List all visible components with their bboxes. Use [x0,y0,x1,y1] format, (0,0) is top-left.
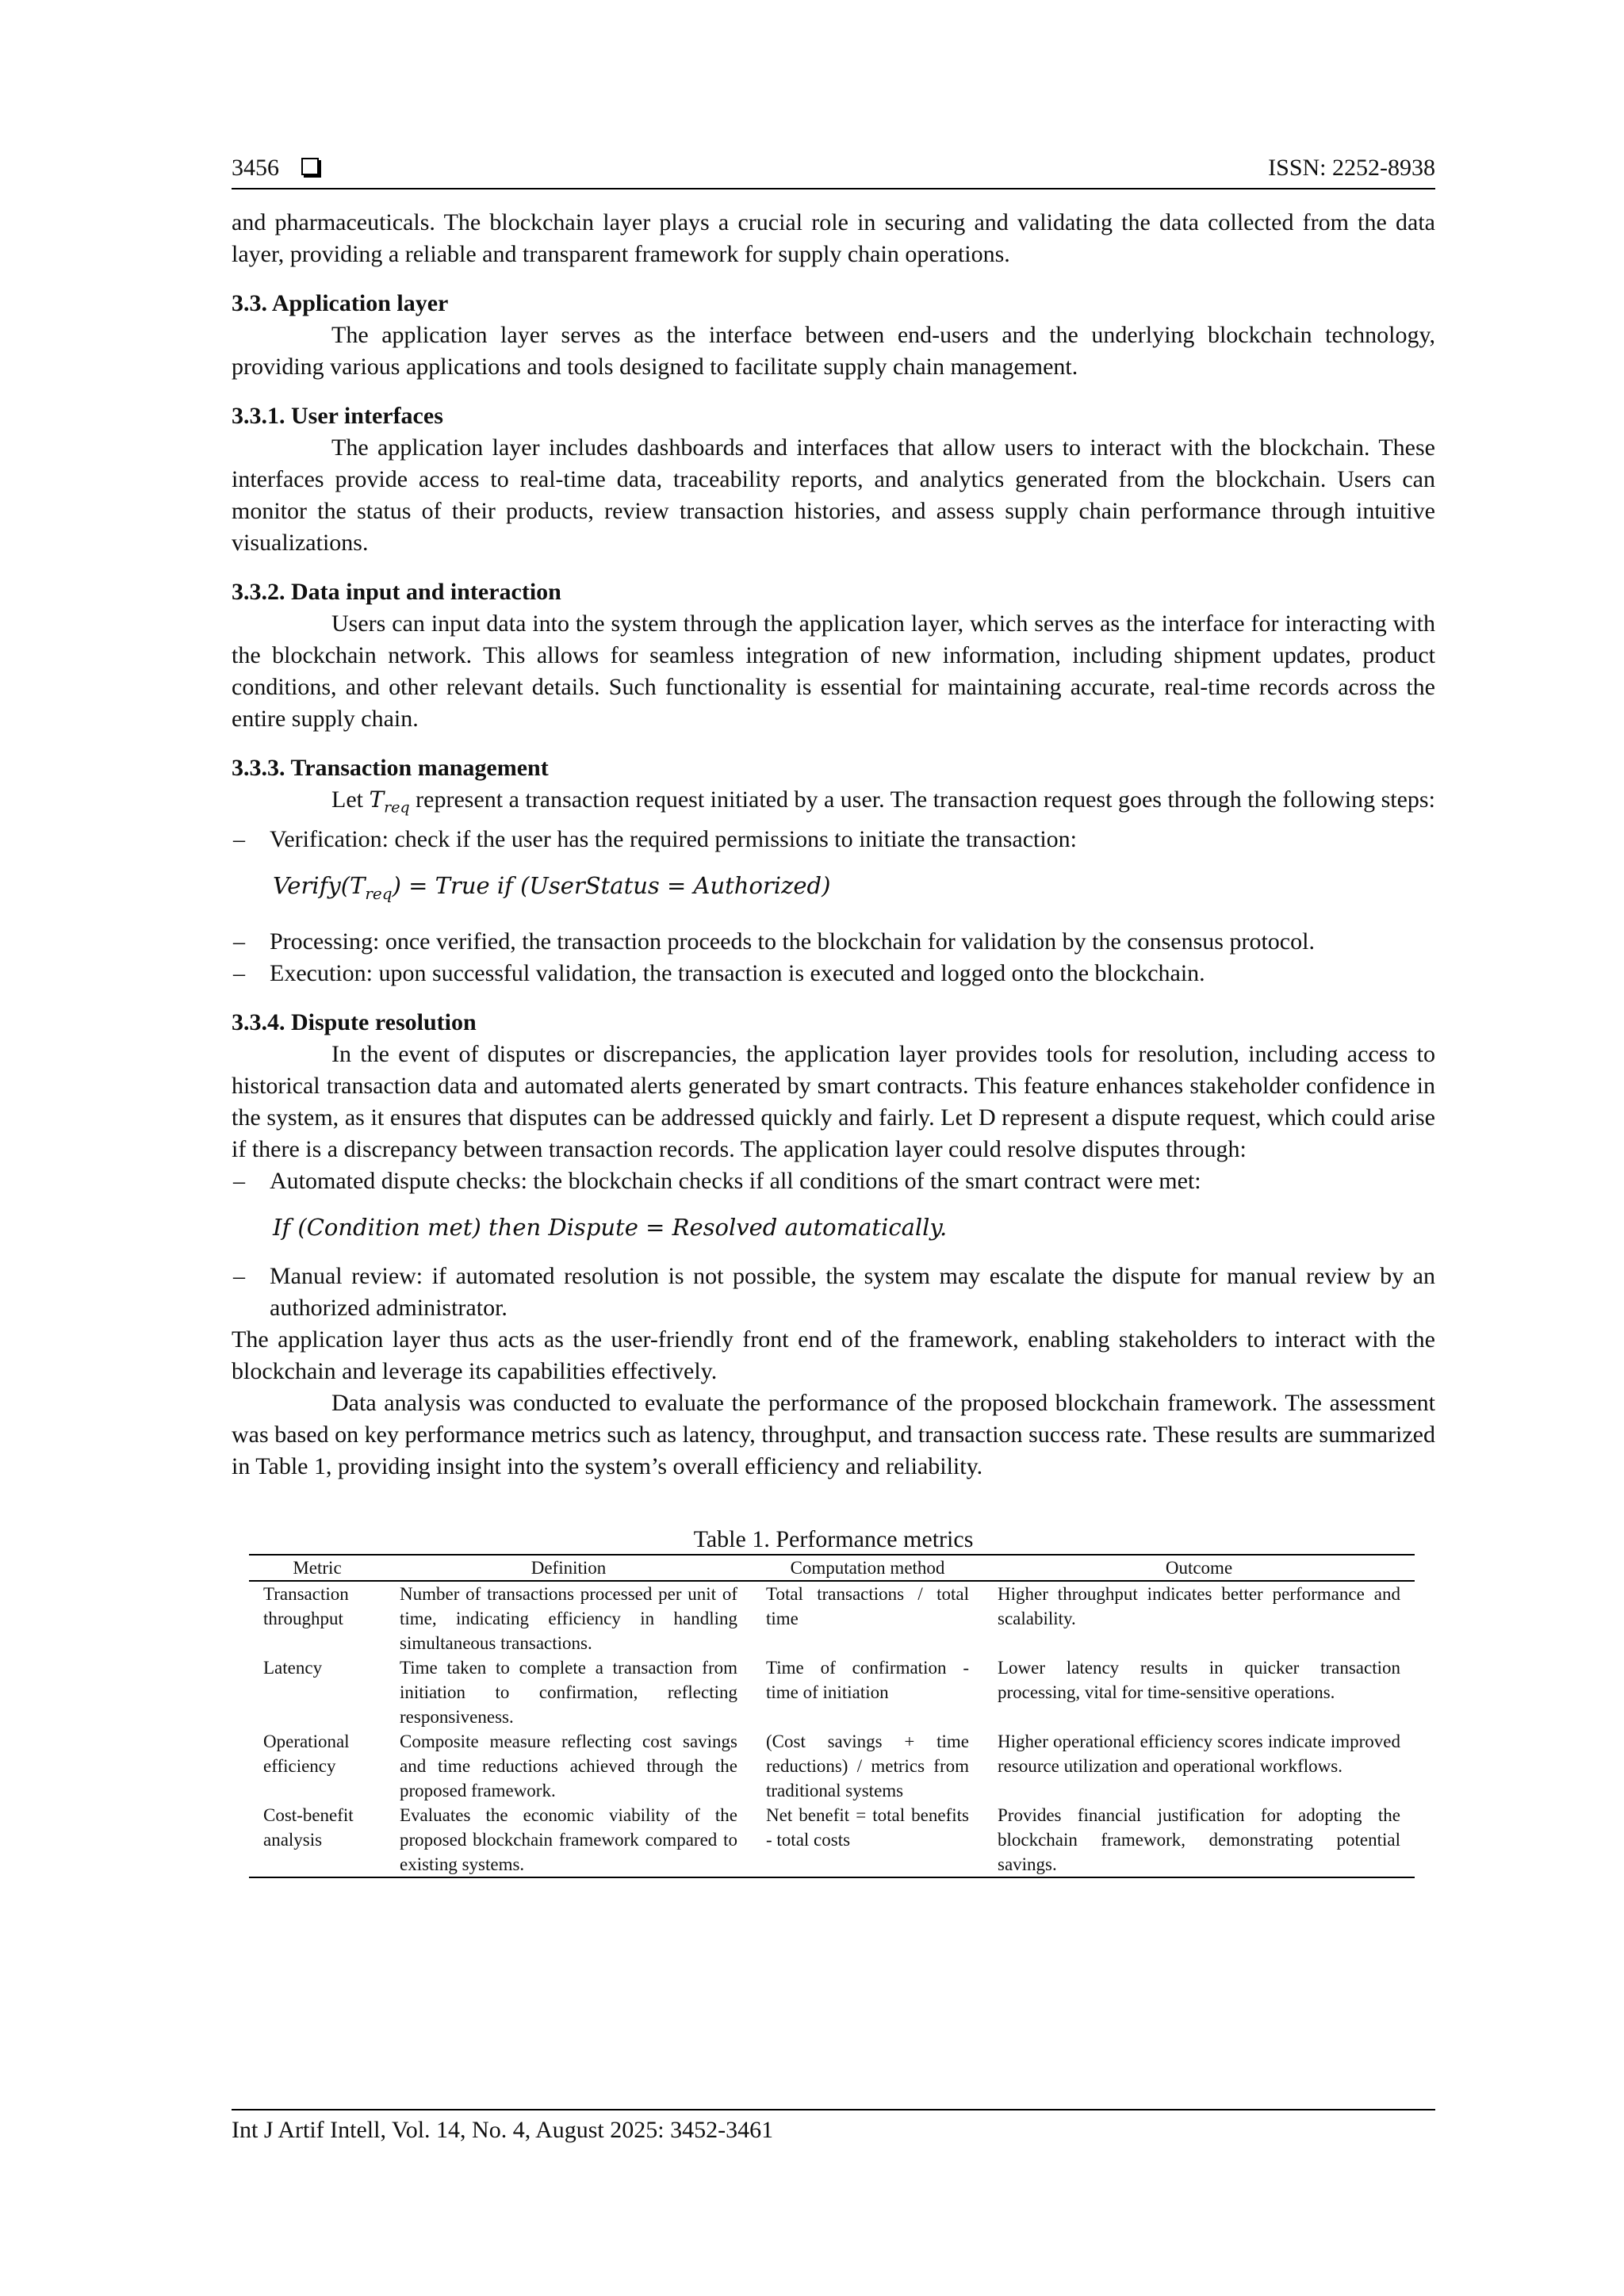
text-fragment: represent a transaction request initiated by a user. The transaction request goes through the following steps: [409,786,1435,813]
math-subscript: req [384,798,410,817]
table-row [249,1655,1415,1729]
table-cell: Number of transactions processed per unit of time, indicating efficiency in handling simultaneous transactions. [400,1584,737,1654]
table-cell: Latency [263,1658,323,1678]
list-item: – Processing: once verified, the transaction proceeds to the blockchain for validation by the consensus protocol. [232,926,1435,958]
paragraph-3-3-4: In the event of disputes or discrepancies, the application layer provides tools for resolution, including access to historical transaction data and automated alerts generated by smart contracts. This feature enhances stakeholder confidence in the system, as it ensures that disputes can be addressed quickly and fairly. Let D represent a dispute request, which could arise if there is a discrepancy between transaction records. The application layer could resolve disputes through: [232,1041,1435,1163]
table-cell: Lower latency results in quicker transaction processing, vital for time-sensitive operations. [998,1658,1400,1703]
heading-3-3-3: 3.3.3. Transaction management [232,755,549,781]
equation-dispute: If (Condition met) then Dispute = Resolved automatically. [273,1214,948,1242]
column-header: Computation method [752,1555,983,1581]
equation-subscript: req [365,883,393,903]
heading-3-3-2: 3.3.2. Data input and interaction [232,579,561,605]
dispute-list [232,1165,1435,1197]
table-cell: Time taken to complete a transaction from initiation to confirmation, reflecting responsiveness. [400,1658,737,1728]
table-caption: Table 1. Performance metrics [693,1526,974,1553]
page-number: 3456 [232,155,279,181]
table-row [249,1803,1415,1877]
list-item: – Manual review: if automated resolution is not possible, the system may escalate the dispute for manual review by an authorized administrator. [232,1261,1435,1324]
paragraph-intro: and pharmaceuticals. The blockchain layer plays a crucial role in securing and validating the data collected from the data layer, providing a reliable and transparent framework for supply chain operations. [232,209,1435,267]
list-item: – Automated dispute checks: the blockchain checks if all conditions of the smart contract were met: [232,1165,1435,1197]
page-footer [232,2109,1435,2144]
table-cell: (Cost savings + time reductions) / metrics from traditional systems [766,1732,969,1801]
paragraph-summary: The application layer thus acts as the user-friendly front end of the framework, enabling stakeholders to interact with the blockchain and leverage its capabilities effectively. [232,1326,1435,1385]
table-cell: Time of confirmation - time of initiation [766,1658,969,1703]
transaction-steps-list [232,824,1435,855]
math-t-req [369,786,410,817]
table-cell: Operational efficiency [263,1732,350,1777]
equation-part: ) = True if (UserStatus = Authorized) [392,871,831,899]
performance-metrics-table [249,1554,1415,1878]
issn: ISSN: 2252-8938 [1268,155,1435,181]
table-row [249,1729,1415,1803]
dispute-list-2 [232,1261,1435,1324]
column-header: Metric [249,1555,385,1581]
table-cell: Composite measure reflecting cost savings and time reductions achieved through the proposed framework. [400,1732,737,1801]
table-cell: Net benefit = total benefits - total costs [752,1803,983,1877]
column-header: Definition [385,1555,752,1581]
column-header: Outcome [983,1555,1415,1581]
heading-3-3-1: 3.3.1. User interfaces [232,403,443,429]
page [232,155,1435,1878]
table-cell: Provides financial justification for adopting the blockchain framework, demonstrating potential savings. [983,1803,1415,1877]
text-fragment: Let [331,786,370,813]
table-row [249,1581,1415,1655]
transaction-steps-list-2 [232,926,1435,989]
paragraph-analysis: Data analysis was conducted to evaluate the performance of the proposed blockchain framework. The assessment was based on key performance metrics such as latency, throughput, and transaction success rate. These results are summarized in Table 1, providing insight into the system’s overall efficiency and reliability. [232,1390,1435,1480]
equation-part: Verify(T [273,871,366,899]
table-cell: Evaluates the economic viability of the proposed blockchain framework compared to existing systems. [385,1803,752,1877]
heading-3-3-4: 3.3.4. Dispute resolution [232,1009,477,1036]
math-symbol: T [369,786,385,813]
list-item: – Verification: check if the user has the required permissions to initiate the transaction: [232,824,1435,855]
paragraph-3-3-3 [232,784,1435,824]
table-header-row [249,1555,1415,1581]
heading-3-3: 3.3. Application layer [232,290,449,316]
paragraph-3-3-1: The application layer includes dashboards and interfaces that allow users to interact with the blockchain. These interfaces provide access to real-time data, traceability reports, and analytics generated from the blockchain. Users can monitor the status of their products, review transaction histories, and assess supply chain performance through intuitive visualizations. [232,434,1435,556]
paragraph-3-3-2: Users can input data into the system through the application layer, which serves as the interface for interacting with the blockchain network. This allows for seamless integration of new information, including shipment updates, product conditions, and other relevant details. Such functionality is essential for maintaining accurate, real-time records across the entire supply chain. [232,610,1435,732]
article-body [232,207,1435,1878]
table-cell: Cost-benefit analysis [249,1803,385,1877]
table-cell: Transaction throughput [263,1584,349,1629]
paragraph-3-3: The application layer serves as the interface between end-users and the underlying blockchain technology, providing various applications and tools designed to facilitate supply chain management. [232,322,1435,380]
page-header [232,155,1435,189]
square-icon [301,158,319,175]
table-cell: Higher throughput indicates better performance and scalability. [998,1584,1400,1629]
journal-citation: Int J Artif Intell, Vol. 14, No. 4, August 2025: 3452-3461 [232,2117,774,2143]
table-cell: Higher operational efficiency scores indicate improved resource utilization and operational workflows. [998,1732,1400,1777]
equation-verify [232,870,1435,909]
list-item: – Execution: upon successful validation, the transaction is executed and logged onto the blockchain. [232,958,1435,989]
table-cell: Total transactions / total time [766,1584,969,1629]
